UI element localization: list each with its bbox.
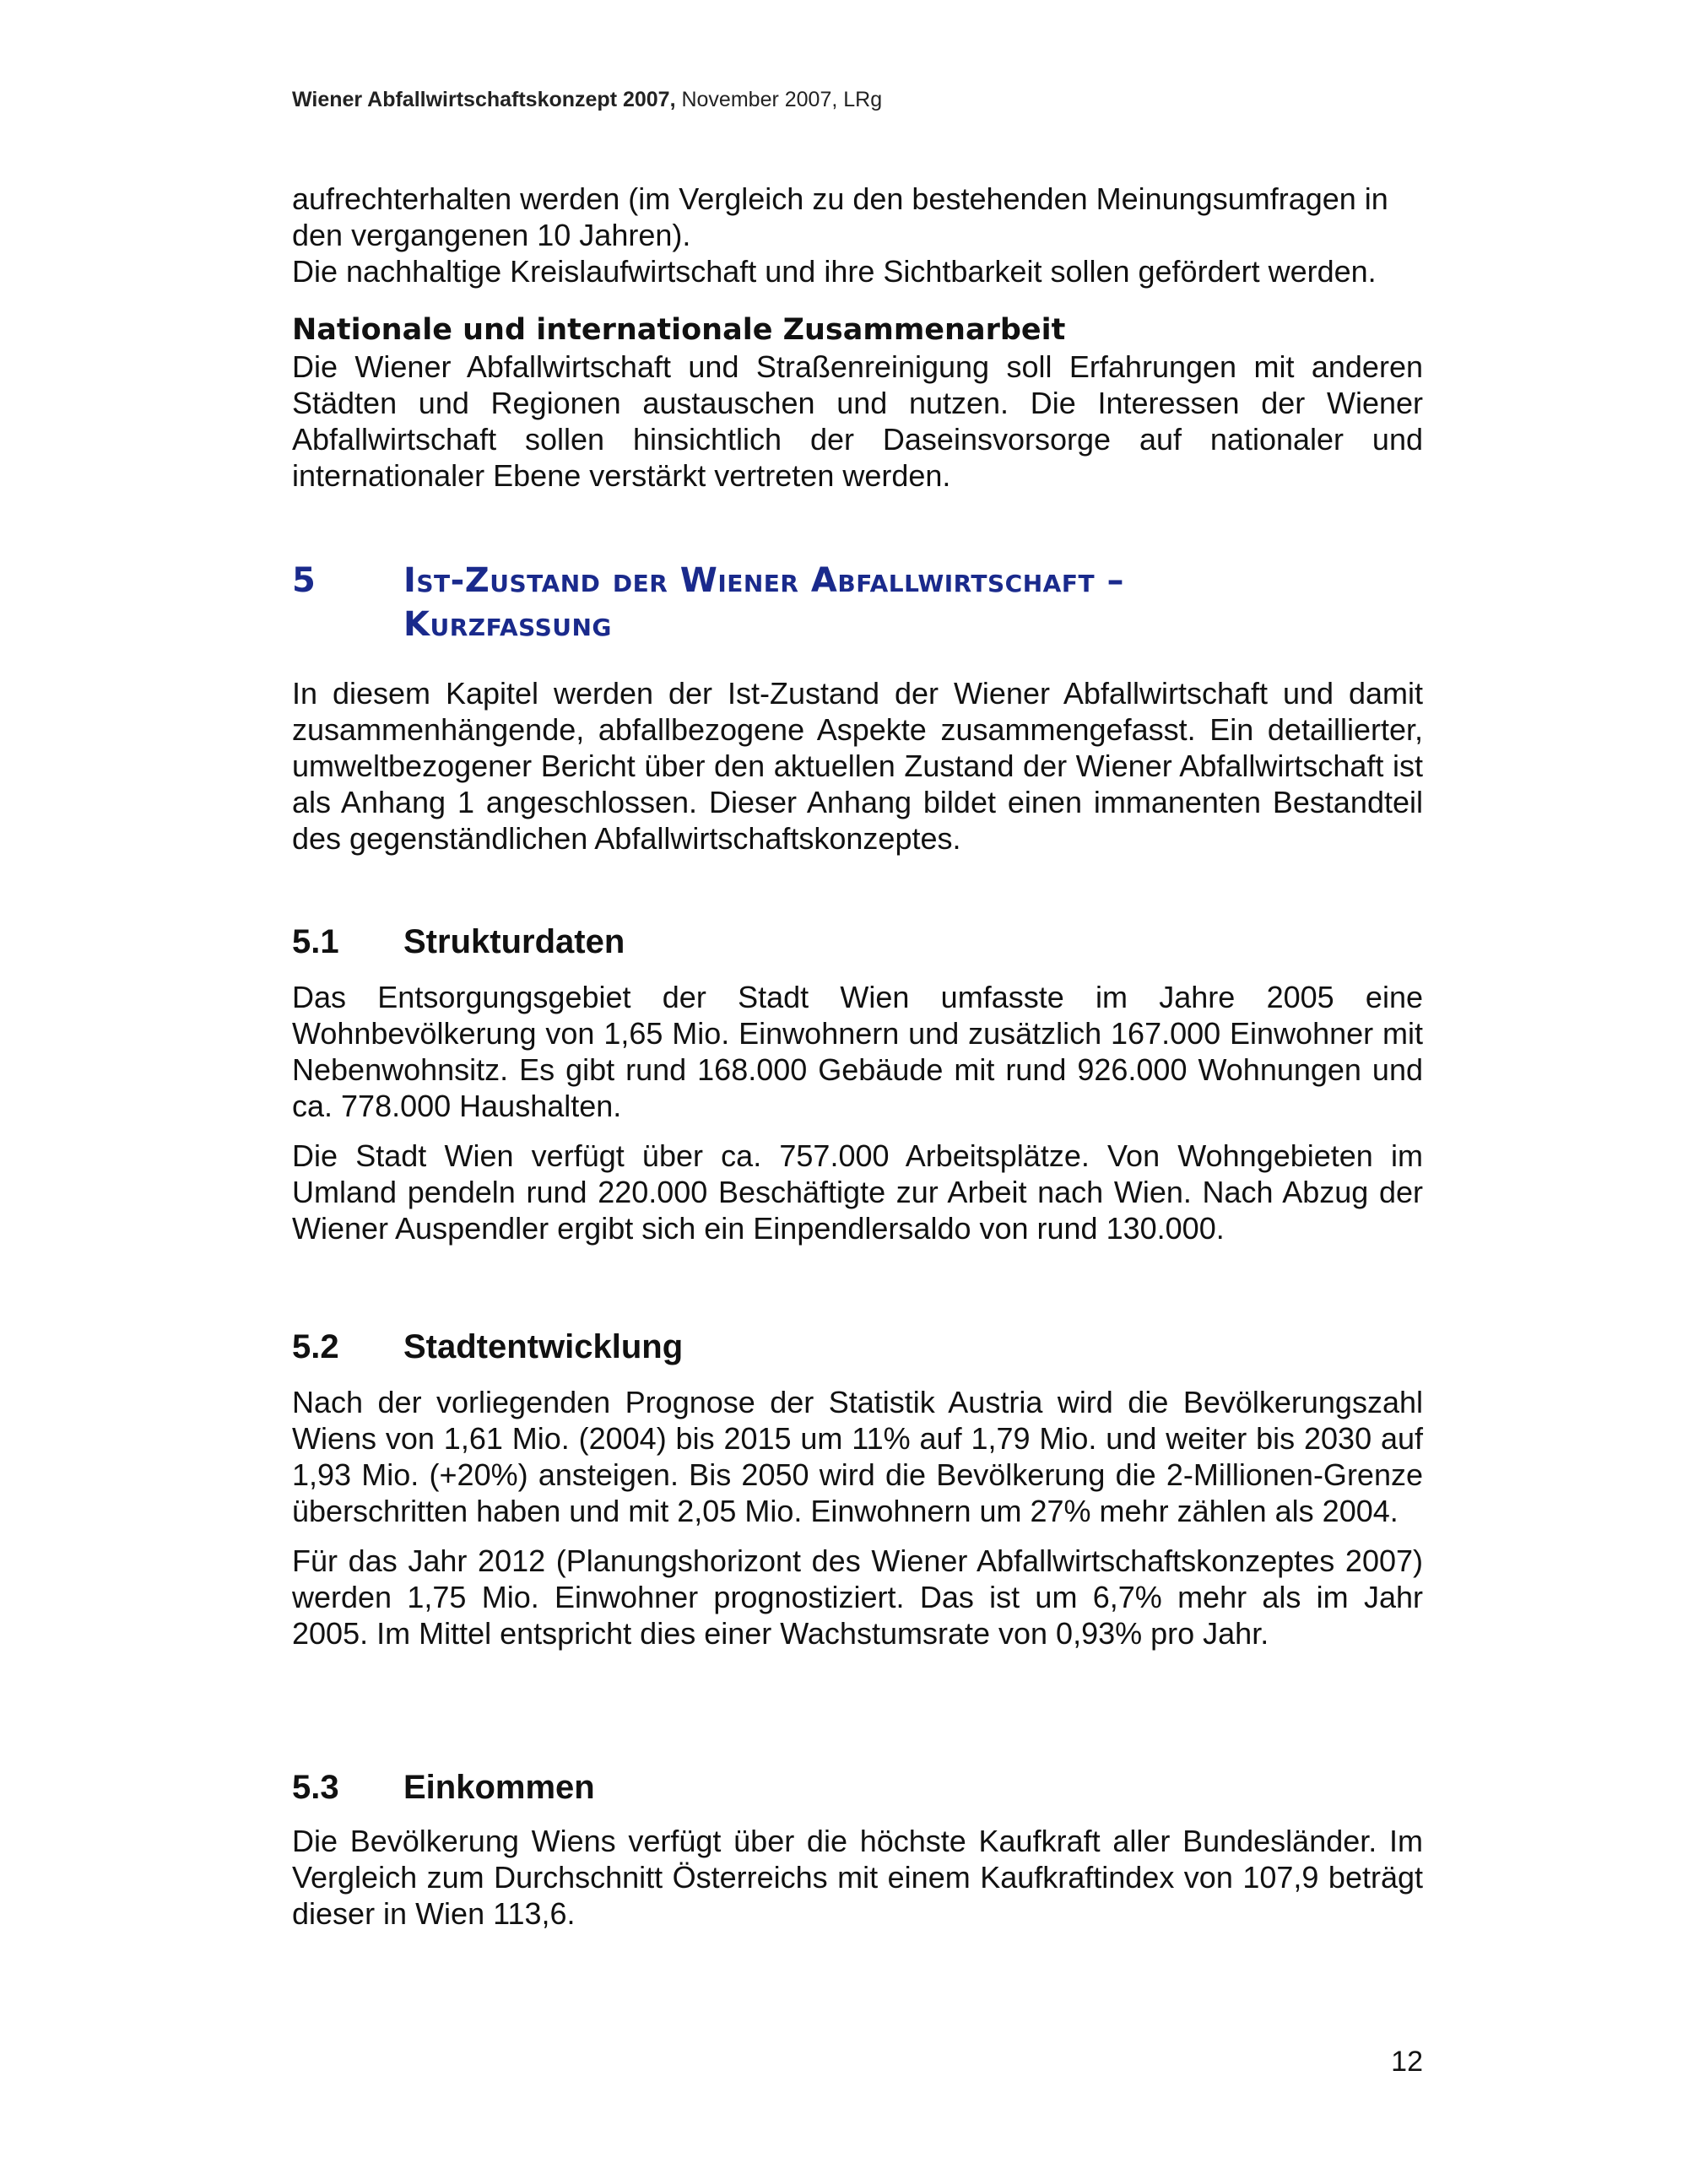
header-title: Wiener Abfallwirtschaftskonzept 2007, xyxy=(292,88,676,111)
section-5-2-body xyxy=(292,1384,1423,1652)
section-heading-5-2 xyxy=(292,1327,1423,1367)
section-number: 5.3 xyxy=(292,1769,339,1806)
section-paragraph: Die Bevölkerung Wiens verfügt über die höchste Kaufkraft aller Bundesländer. Im Vergleich zum Durchschnitt Österreichs mit einem Kaufkraftindex von 107,9 beträgt dieser in Wien 113,6. xyxy=(292,1824,1423,1931)
intro-block xyxy=(292,181,1423,289)
intro-line: aufrechterhalten werden (im Vergleich zu den bestehenden Meinungsumfragen in xyxy=(292,181,1388,216)
chapter-title xyxy=(403,557,1332,645)
chapter-number: 5 xyxy=(292,561,316,600)
section-heading-5-1 xyxy=(292,922,1423,962)
section-title: Strukturdaten xyxy=(403,923,625,960)
chapter-intro-paragraph: In diesem Kapitel werden der Ist-Zustand der Wiener Abfallwirtschaft und damit zusammenhängende, abfallbezogene Aspekte zusammengefasst. Ein detaillierter, umweltbezogener Bericht über den aktuellen Zustand der Wiener Abfallwirtschaft ist als Anhang 1 angeschlossen. Dieser Anhang bildet einen immanenten Bestandteil des gegenständlichen Abfallwirtschaftskonzeptes. xyxy=(292,676,1423,856)
running-header xyxy=(292,88,882,112)
section-title: Einkommen xyxy=(403,1769,595,1806)
cooperation-block xyxy=(292,312,1423,494)
cooperation-heading: Nationale und internationale Zusammenarbeit xyxy=(292,313,1066,347)
chapter-intro-block xyxy=(292,675,1423,857)
intro-line: Die nachhaltige Kreislaufwirtschaft und ihre Sichtbarkeit sollen gefördert werden. xyxy=(292,254,1377,289)
chapter-title-line: Ist-Zustand der Wiener Abfallwirtschaft – xyxy=(403,561,1124,600)
section-paragraph: Die Stadt Wien verfügt über ca. 757.000 Arbeitsplätze. Von Wohngebieten im Umland pendeln rund 220.000 Beschäftigte zur Arbeit nach Wien. Nach Abzug der Wiener Auspendler ergibt sich ein Einpendlersaldo von rund 130.000. xyxy=(292,1138,1423,1246)
chapter-title-line: Kurzfassung xyxy=(403,605,612,644)
page-number: 12 xyxy=(1391,2046,1423,2078)
section-paragraph: Nach der vorliegenden Prognose der Statistik Austria wird die Bevölkerungszahl Wiens von 1,61 Mio. (2004) bis 2015 um 11% auf 1,79 Mio. und weiter bis 2030 auf 1,93 Mio. (+20%) ansteigen. Bis 2050 wird die Bevölkerung die 2-Millionen-Grenze überschritten haben und mit 2,05 Mio. Einwohnern um 27% mehr zählen als 2004. xyxy=(292,1385,1423,1528)
section-paragraph: Das Entsorgungsgebiet der Stadt Wien umfasste im Jahre 2005 eine Wohnbevölkerung von 1,65 Mio. Einwohnern und zusätzlich 167.000 Einwohner mit Nebenwohnsitz. Es gibt rund 168.000 Gebäude mit rund 926.000 Wohnungen und ca. 778.000 Haushalten. xyxy=(292,980,1423,1123)
header-date-author: November 2007, LRg xyxy=(675,88,883,111)
section-5-1-body xyxy=(292,979,1423,1246)
cooperation-paragraph: Die Wiener Abfallwirtschaft und Straßenreinigung soll Erfahrungen mit anderen Städten und Regionen austauschen und nutzen. Die Interessen der Wiener Abfallwirtschaft sollen hinsichtlich der Daseinsvorsorge auf nationaler und internationaler Ebene verstärkt vertreten werden. xyxy=(292,349,1423,493)
section-paragraph: Für das Jahr 2012 (Planungshorizont des Wiener Abfallwirtschaftskonzeptes 2007) werden 1,75 Mio. Einwohner prognostiziert. Das ist um 6,7% mehr als im Jahr 2005. Im Mittel entspricht dies einer Wachstumsrate von 0,93% pro Jahr. xyxy=(292,1543,1423,1651)
section-number: 5.1 xyxy=(292,923,339,960)
section-number: 5.2 xyxy=(292,1328,339,1365)
section-5-3-body xyxy=(292,1823,1423,1932)
intro-line: den vergangenen 10 Jahren). xyxy=(292,218,691,252)
section-title: Stadtentwicklung xyxy=(403,1328,684,1365)
section-heading-5-3 xyxy=(292,1767,1423,1808)
